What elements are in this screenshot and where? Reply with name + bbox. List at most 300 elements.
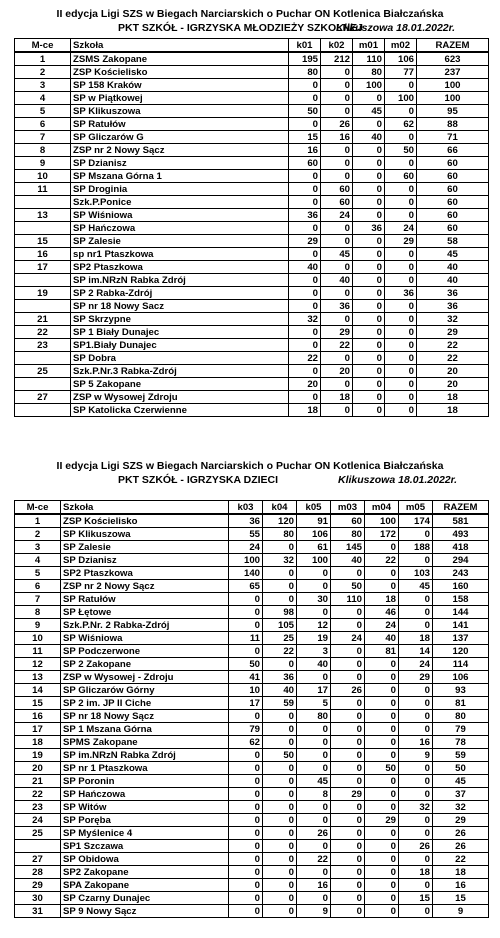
total-cell: 623 [417,52,489,66]
points-cell: 0 [263,723,297,736]
points-cell: 0 [365,684,399,697]
place-cell [15,222,71,235]
school-cell: SP Wiśniowa [61,632,229,645]
points-cell: 18 [399,632,433,645]
school-cell: SP Poronin [61,775,229,788]
points-cell: 3 [297,645,331,658]
total-cell: 80 [433,710,489,723]
table-row [15,66,489,79]
points-cell: 50 [385,144,417,157]
points-cell: 0 [399,593,433,606]
school-cell: SP Zalesie [71,235,289,248]
place-cell: 6 [15,118,71,131]
points-cell: 0 [365,736,399,749]
place-cell: 22 [15,788,61,801]
points-cell: 0 [289,365,321,378]
total-cell: 45 [433,775,489,788]
place-cell: 1 [15,52,71,66]
points-cell: 0 [331,866,365,879]
table-row [15,391,489,404]
school-cell: SP nr 18 Nowy Sacz [71,300,289,313]
points-cell: 0 [353,339,385,352]
points-cell: 0 [289,92,321,105]
table-row [15,313,489,326]
points-cell: 0 [331,853,365,866]
school-cell: SP Ratułów [61,593,229,606]
points-cell: 0 [331,736,365,749]
place-cell: 3 [15,79,71,92]
points-cell: 0 [399,554,433,567]
points-cell: 0 [365,580,399,593]
school-cell: SP 1 Mszana Górna [61,723,229,736]
points-cell: 18 [289,404,321,417]
place-cell: 4 [15,92,71,105]
points-cell: 0 [385,274,417,287]
school-cell: SP Gliczarów Górny [61,684,229,697]
total-cell: 58 [417,235,489,248]
points-cell: 0 [353,170,385,183]
place-cell: 9 [15,619,61,632]
section2-title: II edycja Ligi SZS w Biegach Narciarskich o Puchar ON Kotlenica Białczańska [56,460,444,472]
points-cell: 0 [297,801,331,814]
total-cell: 32 [433,801,489,814]
points-cell: 50 [263,749,297,762]
table-row [15,658,489,671]
points-cell: 0 [385,391,417,404]
table-row [15,92,489,105]
points-cell: 55 [229,528,263,541]
points-cell: 0 [385,339,417,352]
school-cell: SP Dzianisz [71,157,289,170]
table-row [15,684,489,697]
points-cell: 0 [331,567,365,580]
total-cell: 16 [433,879,489,892]
points-cell: 0 [229,866,263,879]
school-cell: ZSP Kościelisko [61,514,229,528]
school-cell: ZSP w Wysowej - Zdroju [61,671,229,684]
table-row [15,339,489,352]
points-cell: 0 [321,352,353,365]
points-cell: 0 [353,391,385,404]
points-cell: 140 [229,567,263,580]
place-cell [15,352,71,365]
points-cell: 36 [321,300,353,313]
column-header: M-ce [15,501,61,515]
place-cell: 16 [15,710,61,723]
total-cell: 100 [417,92,489,105]
points-cell: 0 [385,183,417,196]
points-cell: 0 [289,248,321,261]
school-cell: SP Witów [61,801,229,814]
table-row [15,261,489,274]
total-cell: 60 [417,196,489,209]
points-cell: 145 [331,541,365,554]
points-cell: 40 [353,131,385,144]
place-cell: 21 [15,313,71,326]
total-cell: 18 [417,404,489,417]
school-cell: SP Ratułów [71,118,289,131]
children-results-table [14,500,489,918]
points-cell: 29 [385,235,417,248]
points-cell: 79 [229,723,263,736]
table-row [15,183,489,196]
points-cell: 0 [263,801,297,814]
points-cell: 65 [229,580,263,593]
points-cell: 0 [297,671,331,684]
place-cell: 18 [15,736,61,749]
table-row [15,645,489,658]
place-cell: 22 [15,326,71,339]
points-cell: 188 [399,541,433,554]
points-cell: 0 [321,261,353,274]
points-cell: 0 [353,196,385,209]
points-cell: 0 [229,827,263,840]
youth-results-table [14,38,489,417]
points-cell: 29 [399,671,433,684]
points-cell: 0 [263,905,297,918]
table-row [15,157,489,170]
place-cell: 23 [15,801,61,814]
points-cell: 80 [289,66,321,79]
column-header: RAZEM [417,39,489,53]
points-cell: 16 [297,879,331,892]
points-cell: 0 [297,580,331,593]
table-row [15,697,489,710]
school-cell: SP Myślenice 4 [61,827,229,840]
points-cell: 17 [229,697,263,710]
column-header: k03 [229,501,263,515]
total-cell: 18 [417,391,489,404]
school-cell: SP Dobra [71,352,289,365]
points-cell: 0 [321,170,353,183]
section2-location-date: Klikuszowa 18.01.2022r. [338,474,458,486]
points-cell: 80 [331,528,365,541]
points-cell: 0 [385,313,417,326]
place-cell: 13 [15,209,71,222]
school-cell: SP Skrzypne [71,313,289,326]
points-cell: 60 [321,183,353,196]
points-cell: 0 [365,749,399,762]
points-cell: 0 [331,606,365,619]
place-cell: 16 [15,248,71,261]
points-cell: 0 [385,157,417,170]
school-cell: SP Łętowe [61,606,229,619]
points-cell: 41 [229,671,263,684]
points-cell: 0 [297,749,331,762]
points-cell: 45 [297,775,331,788]
points-cell: 20 [321,365,353,378]
place-cell: 30 [15,892,61,905]
total-cell: 106 [433,671,489,684]
table-row [15,541,489,554]
points-cell: 60 [385,170,417,183]
total-cell: 78 [433,736,489,749]
points-cell: 22 [297,853,331,866]
points-cell: 0 [263,788,297,801]
place-cell: 7 [15,593,61,606]
points-cell: 0 [365,697,399,710]
school-cell: Szk.P.Nr. 2 Rabka-Zdrój [61,619,229,632]
school-cell: SP1 Szczawa [61,840,229,853]
points-cell: 29 [321,326,353,339]
points-cell: 0 [297,840,331,853]
points-cell: 0 [263,892,297,905]
points-cell: 0 [399,619,433,632]
points-cell: 0 [289,183,321,196]
points-cell: 32 [399,801,433,814]
table-row [15,710,489,723]
points-cell: 0 [353,274,385,287]
total-cell: 79 [433,723,489,736]
points-cell: 0 [289,326,321,339]
points-cell: 0 [263,775,297,788]
place-cell: 31 [15,905,61,918]
place-cell: 10 [15,170,71,183]
total-cell: 418 [433,541,489,554]
total-cell: 120 [433,645,489,658]
points-cell: 24 [365,619,399,632]
points-cell: 36 [229,514,263,528]
school-cell: SP 1 Biały Dunajec [71,326,289,339]
total-cell: 20 [417,365,489,378]
points-cell: 0 [229,606,263,619]
table-row [15,788,489,801]
table-row [15,801,489,814]
points-cell: 25 [263,632,297,645]
points-cell: 40 [263,684,297,697]
points-cell: 46 [365,606,399,619]
points-cell: 26 [331,684,365,697]
points-cell: 0 [385,131,417,144]
place-cell [15,378,71,391]
table-row [15,814,489,827]
table-row [15,554,489,567]
points-cell: 106 [385,52,417,66]
points-cell: 0 [297,606,331,619]
place-cell: 15 [15,697,61,710]
points-cell: 0 [331,762,365,775]
total-cell: 26 [433,827,489,840]
points-cell: 100 [297,554,331,567]
points-cell: 0 [229,892,263,905]
place-cell: 5 [15,567,61,580]
table-row [15,378,489,391]
points-cell: 0 [331,827,365,840]
points-cell: 0 [385,209,417,222]
points-cell: 0 [263,736,297,749]
total-cell: 237 [417,66,489,79]
points-cell: 0 [331,619,365,632]
table-row [15,326,489,339]
points-cell: 0 [331,814,365,827]
points-cell: 0 [331,658,365,671]
points-cell: 0 [331,710,365,723]
section2-subtitle: PKT SZKÓŁ - IGRZYSKA DZIECI [118,474,279,486]
school-cell: SP Obidowa [61,853,229,866]
points-cell: 0 [399,723,433,736]
points-cell: 19 [297,632,331,645]
points-cell: 0 [365,710,399,723]
total-cell: 60 [417,157,489,170]
points-cell: 45 [399,580,433,593]
points-cell: 0 [321,92,353,105]
points-cell: 0 [321,287,353,300]
points-cell: 0 [331,905,365,918]
points-cell: 98 [263,606,297,619]
points-cell: 24 [399,658,433,671]
points-cell: 0 [331,671,365,684]
total-cell: 141 [433,619,489,632]
place-cell: 10 [15,632,61,645]
points-cell: 0 [399,710,433,723]
place-cell: 5 [15,105,71,118]
total-cell: 100 [417,79,489,92]
points-cell: 0 [399,814,433,827]
points-cell: 0 [353,287,385,300]
table-row [15,567,489,580]
points-cell: 0 [365,853,399,866]
table-row [15,593,489,606]
school-cell: SP 9 Nowy Sącz [61,905,229,918]
points-cell: 0 [353,365,385,378]
points-cell: 0 [289,222,321,235]
table-row [15,528,489,541]
points-cell: 0 [263,762,297,775]
points-cell: 0 [297,567,331,580]
place-cell: 14 [15,684,61,697]
points-cell: 0 [229,762,263,775]
total-cell: 36 [417,287,489,300]
points-cell: 8 [297,788,331,801]
points-cell: 60 [331,514,365,528]
points-cell: 10 [229,684,263,697]
points-cell: 24 [331,632,365,645]
total-cell: 26 [433,840,489,853]
school-cell: SP1.Biały Dunajec [71,339,289,352]
school-cell: SP Czarny Dunajec [61,892,229,905]
points-cell: 29 [331,788,365,801]
table-row [15,580,489,593]
points-cell: 0 [289,118,321,131]
points-cell: 0 [289,287,321,300]
points-cell: 9 [297,905,331,918]
points-cell: 0 [365,879,399,892]
place-cell: 17 [15,723,61,736]
points-cell: 0 [365,775,399,788]
points-cell: 0 [263,827,297,840]
points-cell: 20 [289,378,321,391]
section1-title: II edycja Ligi SZS w Biegach Narciarskich o Puchar ON Kotlenica Białczańska [56,8,444,20]
points-cell: 0 [229,593,263,606]
total-cell: 18 [433,866,489,879]
school-cell: SP Dzianisz [61,554,229,567]
table-row [15,118,489,131]
points-cell: 0 [365,827,399,840]
school-cell: SP Hańczowa [71,222,289,235]
total-cell: 66 [417,144,489,157]
points-cell: 0 [353,209,385,222]
school-cell: SP im.NRzN Rabka Zdrój [61,749,229,762]
table-row [15,365,489,378]
column-header: m04 [365,501,399,515]
points-cell: 0 [321,66,353,79]
place-cell [15,404,71,417]
points-cell: 0 [365,905,399,918]
points-cell: 0 [353,144,385,157]
points-cell: 32 [263,554,297,567]
total-cell: 95 [417,105,489,118]
points-cell: 30 [297,593,331,606]
school-cell: SP im.NRzN Rabka Zdrój [71,274,289,287]
points-cell: 0 [229,879,263,892]
points-cell: 0 [321,313,353,326]
school-cell: SP Droginia [71,183,289,196]
place-cell: 28 [15,866,61,879]
points-cell: 0 [353,92,385,105]
points-cell: 0 [263,710,297,723]
points-cell: 9 [399,749,433,762]
school-cell: SP 2 Rabka-Zdrój [71,287,289,300]
points-cell: 0 [365,671,399,684]
table-row [15,853,489,866]
total-cell: 29 [417,326,489,339]
points-cell: 0 [331,879,365,892]
points-cell: 24 [385,222,417,235]
points-cell: 0 [365,892,399,905]
points-cell: 12 [297,619,331,632]
total-cell: 144 [433,606,489,619]
points-cell: 0 [353,118,385,131]
table-row [15,287,489,300]
total-cell: 59 [433,749,489,762]
place-cell: 11 [15,183,71,196]
column-header: m01 [353,39,385,53]
total-cell: 88 [417,118,489,131]
total-cell: 160 [433,580,489,593]
points-cell: 0 [297,736,331,749]
points-cell: 0 [263,866,297,879]
points-cell: 0 [321,157,353,170]
total-cell: 20 [417,378,489,391]
points-cell: 0 [229,905,263,918]
place-cell: 21 [15,775,61,788]
place-cell: 25 [15,365,71,378]
school-cell: SP Zalesie [61,541,229,554]
points-cell: 0 [331,723,365,736]
points-cell: 26 [321,118,353,131]
table-row [15,79,489,92]
points-cell: 172 [365,528,399,541]
points-cell: 0 [229,619,263,632]
table-row [15,827,489,840]
school-cell: SP w Piątkowej [71,92,289,105]
school-cell: SP Mszana Górna 1 [71,170,289,183]
total-cell: 93 [433,684,489,697]
points-cell: 0 [289,274,321,287]
column-header: Szkoła [61,501,229,515]
total-cell: 36 [417,300,489,313]
place-cell: 8 [15,144,71,157]
total-cell: 60 [417,183,489,196]
points-cell: 45 [353,105,385,118]
points-cell: 0 [399,762,433,775]
place-cell: 13 [15,671,61,684]
points-cell: 50 [365,762,399,775]
place-cell: 20 [15,762,61,775]
school-cell: Szk.P.Ponice [71,196,289,209]
points-cell: 50 [331,580,365,593]
points-cell: 0 [353,235,385,248]
